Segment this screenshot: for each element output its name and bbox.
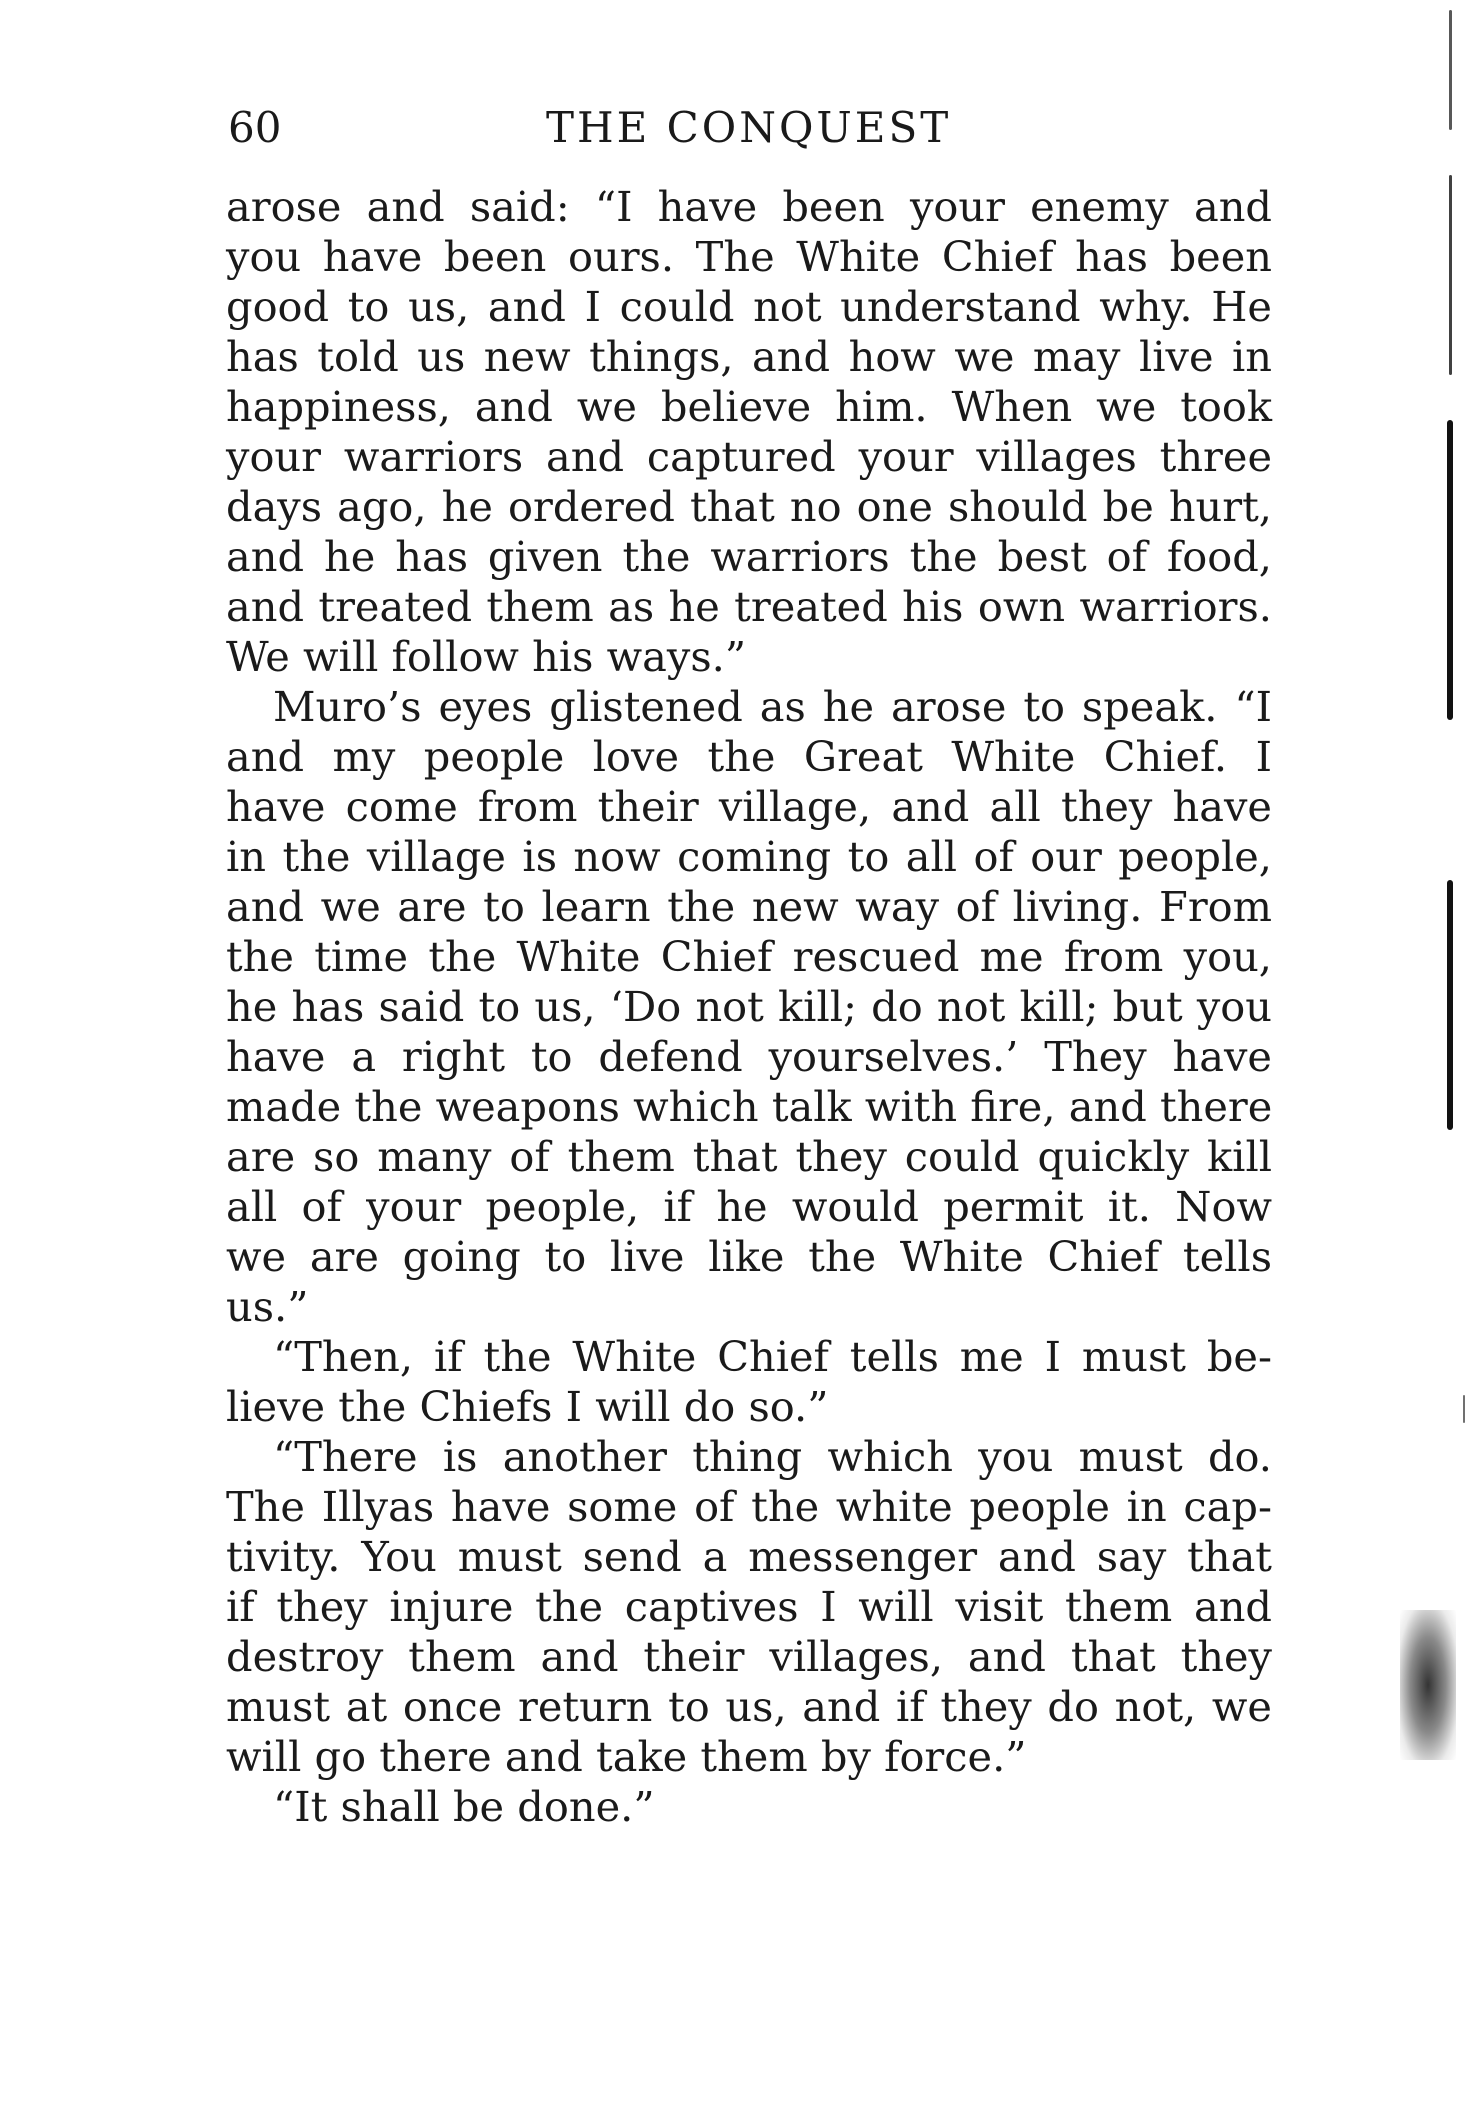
running-head: THE CONQUEST	[546, 103, 952, 152]
text-line: “Then, if the White Chief tells me I must be-	[273, 1332, 1272, 1381]
page-number: 60	[228, 103, 282, 152]
scan-artifact	[1447, 420, 1453, 720]
text-line: The Illyas have some of the white people in cap-	[226, 1482, 1272, 1531]
scan-artifact	[1449, 175, 1452, 375]
text-line: will go there and take them by force.”	[226, 1732, 1027, 1781]
text-line: us.”	[226, 1282, 309, 1331]
text-line: good to us, and I could not understand why. He	[226, 282, 1272, 331]
text-line: Muro’s eyes glistened as he arose to speak. “I	[273, 682, 1272, 731]
text-line: and treated them as he treated his own warriors.	[226, 582, 1272, 631]
text-line: if they injure the captives I will visit them and	[226, 1582, 1272, 1631]
text-line: have come from their village, and all they have	[226, 782, 1272, 831]
text-line: days ago, he ordered that no one should be hurt,	[226, 482, 1272, 531]
body-text	[226, 182, 1272, 1832]
text-line: We will follow his ways.”	[226, 632, 747, 681]
text-line: made the weapons which talk with fire, and there	[226, 1082, 1273, 1131]
text-line: happiness, and we believe him. When we took	[226, 382, 1272, 431]
text-line: must at once return to us, and if they do not, we	[226, 1682, 1272, 1731]
text-line: have a right to defend yourselves.’ They have	[226, 1032, 1272, 1081]
text-line: and he has given the warriors the best of food,	[226, 532, 1272, 581]
text-line: we are going to live like the White Chief tells	[226, 1232, 1272, 1281]
text-line: lieve the Chiefs I will do so.”	[226, 1382, 829, 1431]
text-line: tivity. You must send a messenger and say that	[226, 1532, 1272, 1581]
text-line: “There is another thing which you must do.	[273, 1432, 1272, 1481]
text-line: arose and said: “I have been your enemy and	[226, 182, 1272, 231]
text-line: and my people love the Great White Chief. I	[226, 732, 1272, 781]
text-line: in the village is now coming to all of our people,	[226, 832, 1272, 881]
text-line: you have been ours. The White Chief has been	[226, 232, 1272, 281]
text-line: all of your people, if he would permit it. Now	[226, 1182, 1272, 1231]
text-line: the time the White Chief rescued me from you,	[226, 932, 1272, 981]
text-line: he has said to us, ‘Do not kill; do not kill; but you	[226, 982, 1272, 1031]
text-line: has told us new things, and how we may live in	[226, 332, 1272, 381]
scan-artifact	[1447, 880, 1453, 1130]
text-line: and we are to learn the new way of living. From	[226, 882, 1272, 931]
scan-smudge	[1400, 1610, 1456, 1760]
page-header	[228, 98, 1272, 158]
scan-artifact	[1449, 10, 1452, 130]
text-line: your warriors and captured your villages three	[226, 432, 1272, 481]
text-line: “It shall be done.”	[273, 1782, 655, 1831]
scan-artifact	[1463, 1395, 1465, 1423]
text-line: are so many of them that they could quickly kill	[226, 1132, 1272, 1181]
text-line: destroy them and their villages, and that they	[226, 1632, 1272, 1681]
